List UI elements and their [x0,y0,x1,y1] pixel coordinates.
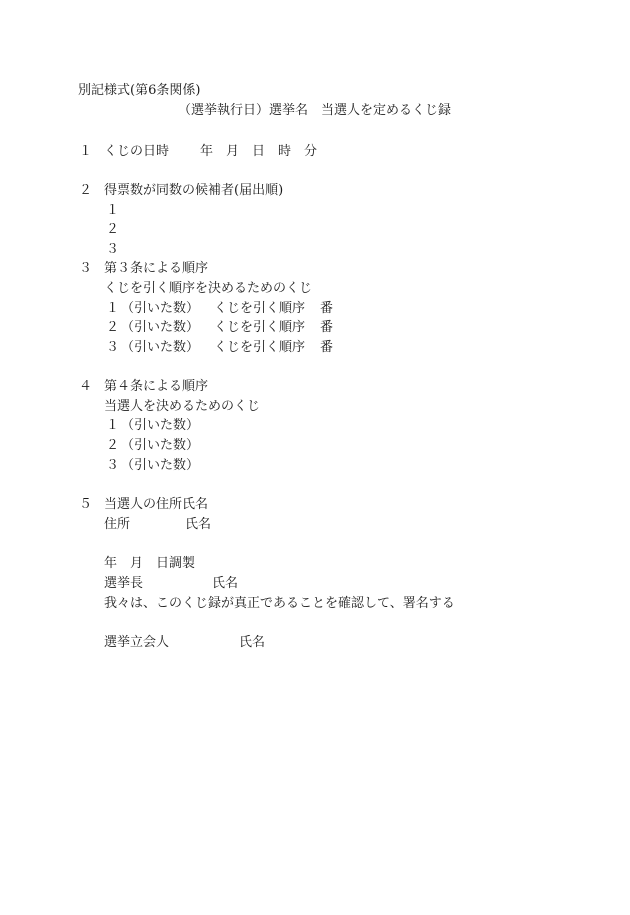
winner-name-label: 氏名 [185,517,212,532]
section-1-number: １ [79,144,93,159]
section-1-datetime-fields: 年 月 日 時 分 [200,144,318,159]
order-row-3-suffix: 番 [320,340,334,355]
order-row-2-suffix: 番 [320,320,334,335]
section-3-heading: 第３条による順序 [104,261,209,276]
document-title: （選挙執行日）選挙名 当選人を定めるくじ録 [178,103,452,118]
order-row-2-number: ２ [106,320,120,335]
section-4-subheading: 当選人を決めるためのくじ [104,399,261,414]
candidate-1-number: １ [106,203,120,218]
section-4-heading: 第４条による順序 [104,379,209,394]
election-witness-name-label: 氏名 [239,635,266,650]
section-5-number: ５ [79,497,93,512]
election-chief-name-label: 氏名 [212,576,239,591]
section-3-number: ３ [79,261,93,276]
order-row-3-number: ３ [106,340,120,355]
winner-draw-3-drawn: （引いた数） [121,458,200,473]
order-row-1-suffix: 番 [320,301,334,316]
section-4-number: ４ [79,379,93,394]
winner-draw-1-number: １ [106,418,120,433]
order-row-2-drawn: （引いた数） [121,320,200,335]
prepared-date-line: 年 月 日調製 [104,556,196,571]
winner-draw-2-number: ２ [106,438,120,453]
winner-address-label: 住所 [104,517,131,532]
section-2-number: ２ [79,183,93,198]
attestation-text: 我々は、このくじ録が真正であることを確認して、署名する [104,596,455,611]
order-row-1-number: １ [106,301,120,316]
order-row-3-drawn: （引いた数） [121,340,200,355]
order-row-2-order: くじを引く順序 [214,320,306,335]
order-row-1-order: くじを引く順序 [214,301,306,316]
election-chief-label: 選挙長 [104,576,144,591]
section-3-subheading: くじを引く順序を決めるためのくじ [104,281,313,296]
candidate-2-number: ２ [106,222,120,237]
section-5-heading: 当選人の住所氏名 [104,497,209,512]
order-row-3-order: くじを引く順序 [214,340,306,355]
section-2-heading: 得票数が同数の候補者(届出順) [104,183,284,198]
candidate-3-number: ３ [106,242,120,257]
winner-draw-2-drawn: （引いた数） [121,438,200,453]
order-row-1-drawn: （引いた数） [121,301,200,316]
winner-draw-1-drawn: （引いた数） [121,418,200,433]
winner-draw-3-number: ３ [106,458,120,473]
election-witness-label: 選挙立会人 [104,635,170,650]
form-label: 別記様式(第6条関係) [78,83,201,98]
section-1-label: くじの日時 [104,144,170,159]
